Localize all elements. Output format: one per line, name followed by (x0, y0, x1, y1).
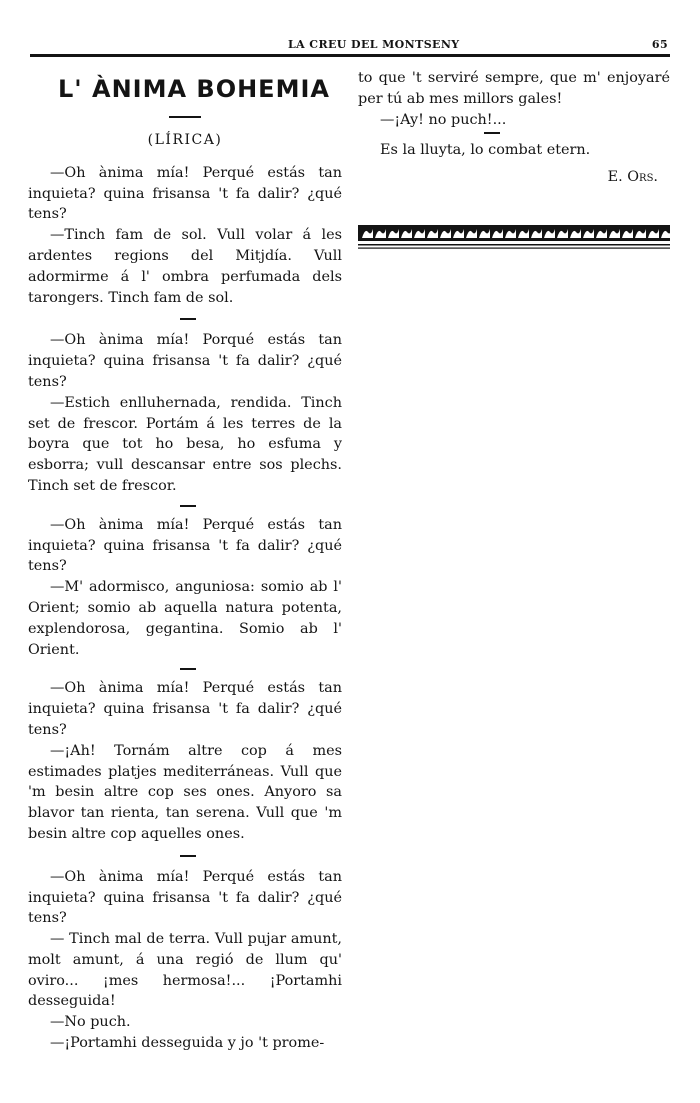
section-separator (484, 132, 500, 134)
stanza-4-answer: —¡Ah! Tornám altre cop á mes estimades platjes mediterráneas. Vull que 'm besin altre cop ses ones. Anyoro sa blavor tan rienta, tan serena. Vull que 'm besin altre cop aquelles ones. (28, 742, 342, 842)
section-separator (180, 318, 196, 320)
right-column (358, 68, 670, 188)
stanza-1-question: —Oh ànima mía! Perqué estás tan inquieta? quina frisansa 't fa dalir? ¿qué tens? (28, 164, 342, 223)
stanza-3-answer: —M' adormisco, anguniosa: somio ab l' Orient; somio ab aquella natura potenta, explendorosa, gegantina. Somio ab l' Orient. (28, 579, 342, 658)
stanza-5-plea: —¡Portamhi desseguida y jo 't prome- (50, 1035, 325, 1052)
stanza-3-question: —Oh ànima mía! Perqué estás tan inquieta? quina frisansa 't fa dalir? ¿qué tens? (28, 516, 342, 575)
title-rule (169, 116, 201, 118)
section-separator (180, 668, 196, 670)
closing-line: Es la lluyta, lo combat etern. (380, 142, 591, 159)
header-rule (30, 54, 670, 57)
page-number: 65 (651, 38, 668, 51)
section-separator (180, 505, 196, 507)
running-title: LA CREU DEL MONTSENY (288, 38, 460, 51)
stanza-1-answer: —Tinch fam de sol. Vull volar á les ardentes regions del Mitjdía. Vull adormirme á l' ombra perfumada dels tarongers. Tinch fam de sol. (28, 227, 342, 306)
continuation-text: to que 't serviré sempre, que m' enjoyaré per tú ab mes millors gales! (358, 70, 670, 107)
author-signature: E. Ors. (607, 169, 658, 186)
article-subtitle: (LÍRICA) (147, 132, 223, 148)
stanza-4-question: —Oh ànima mía! Perqué estás tan inquieta? quina frisansa 't fa dalir? ¿qué tens? (28, 680, 342, 738)
stanza-5-answer: — Tinch mal de terra. Vull pujar amunt, molt amunt, á una regió de llum qu' oviro... ¡mes hermosa!... ¡Portamhi desseguida! (28, 931, 342, 1010)
stanza-2-answer: —Estich enlluhernada, rendida. Tinch set de frescor. Portám á les terres de la boyra que tot ho besa, ho esfuma y esborra; vull descansar entre sos plechs. Tinch set de frescor. (28, 394, 342, 494)
left-column (28, 62, 342, 1054)
continuation-reply: —¡Ay! no puch!... (380, 111, 507, 128)
stanza-5-question: —Oh ànima mía! Perqué estás tan inquieta? quina frisansa 't fa dalir? ¿qué tens? (28, 868, 342, 927)
ornamental-border (358, 220, 670, 250)
section-separator (180, 855, 196, 857)
stanza-2-question: —Oh ànima mía! Porqué estás tan inquieta? quina frisansa 't fa dalir? ¿qué tens? (28, 332, 342, 390)
ornament-graphic (358, 220, 670, 250)
article-title: L' ÀNIMA BOHEMIA (58, 75, 330, 103)
page-header (30, 36, 670, 52)
stanza-5-reply: —No puch. (50, 1014, 131, 1031)
